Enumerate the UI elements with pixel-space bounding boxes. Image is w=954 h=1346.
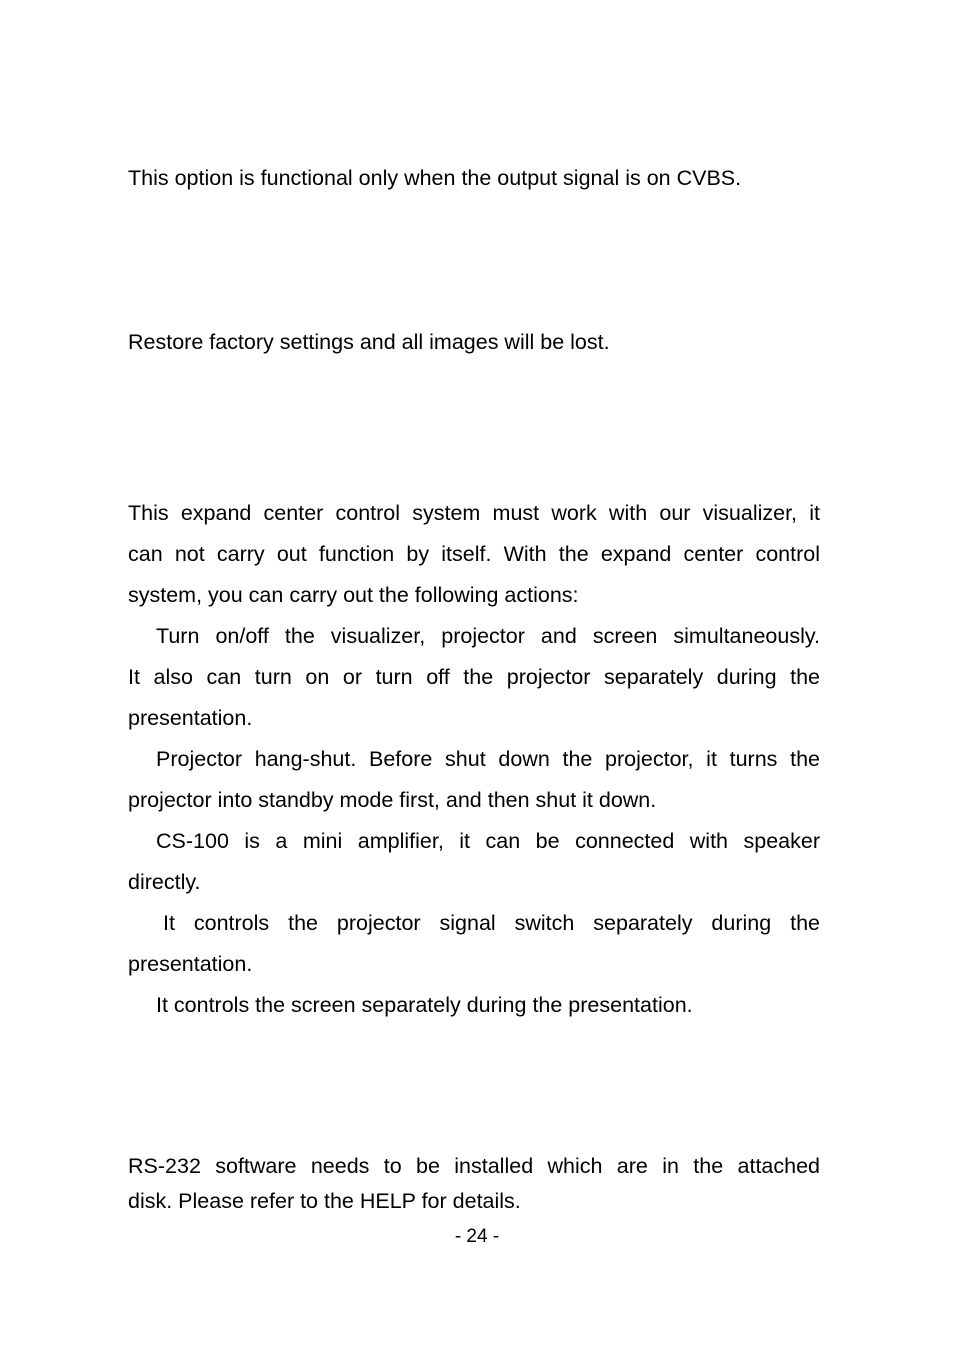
rs232-line: disk. Please refer to the HELP for details. [128,1189,521,1213]
expand-intro-line: This expand center control system must work with our visualizer, it [128,501,820,525]
cvbs-text: This option is functional only when the output signal is on CVBS. [128,166,742,190]
rs232-paragraph [128,1146,820,1216]
cvbs-paragraph [128,158,820,199]
restore-paragraph [128,322,820,363]
expand-intro-line: can not carry out function by itself. With the expand center control [128,542,820,566]
action-item-line: Projector hang-shut. Before shut down the projector, it turns the [156,747,820,771]
rs232-line: RS-232 software needs to be installed which are in the attached [128,1154,820,1178]
action-item-line: It controls the screen separately during the presentation. [156,993,693,1017]
action-item-line: CS-100 is a mini amplifier, it can be connected with speaker [156,829,820,853]
expand-intro-line: system, you can carry out the following actions: [128,583,579,607]
action-item-line: It also can turn on or turn off the projector separately during the [128,665,820,689]
action-item-line: Turn on/off the visualizer, projector and screen simultaneously. [156,624,820,648]
expand-control-section [128,493,820,1026]
action-item-line: projector into standby mode first, and then shut it down. [128,788,657,812]
restore-text: Restore factory settings and all images will be lost. [128,330,610,354]
action-item-line: presentation. [128,952,253,976]
action-item-line: It controls the projector signal switch separately during the [163,911,820,935]
page-number: - 24 - [454,1226,500,1247]
action-item-line: directly. [128,870,201,894]
action-item-line: presentation. [128,706,253,730]
